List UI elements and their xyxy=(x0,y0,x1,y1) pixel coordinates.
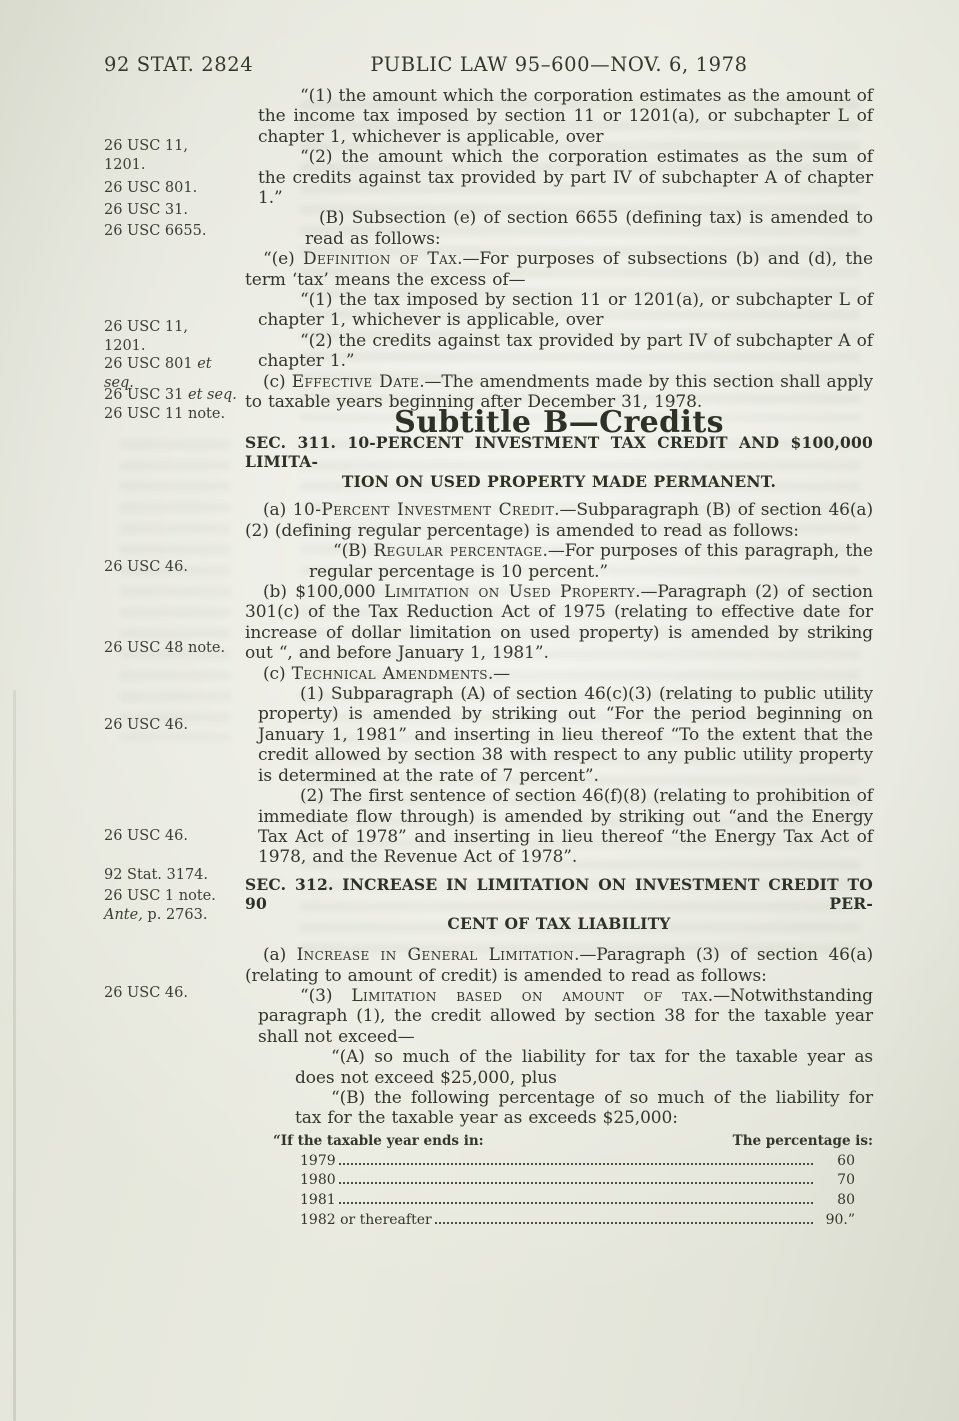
margin-note: 26 USC 31. xyxy=(104,202,188,218)
dot-leader xyxy=(339,1172,813,1184)
table-header-left: “If the taxable year ends in: xyxy=(273,1132,484,1149)
paragraph-e2: “(2) the credits against tax provided by part IV of subchapter A of chapter 1.” xyxy=(258,330,873,372)
table-row xyxy=(300,1191,855,1211)
body-text-column xyxy=(245,86,873,1231)
margin-note: 26 USC 31 et seq. xyxy=(104,387,237,403)
margin-note: 26 USC 48 note. xyxy=(104,640,226,656)
margin-note: 26 USC 46. xyxy=(104,828,188,844)
paragraph-e-definition-of-tax: “(e) Definition of Tax.—For purposes of subsections (b) and (d), the term ‘tax’ means the excess of— xyxy=(245,249,873,290)
dot-leader xyxy=(435,1212,813,1224)
margin-note: 26 USC 1 note. xyxy=(104,888,216,904)
percentage-table xyxy=(245,1132,873,1231)
table-row-label: 1979 xyxy=(300,1152,336,1169)
table-header-right: The percentage is: xyxy=(732,1132,873,1149)
paragraph-311c: (c) Technical Amendments.— xyxy=(263,663,511,684)
margin-note: 26 USC 46. xyxy=(104,717,188,733)
table-row xyxy=(300,1152,855,1172)
margin-note: 26 USC 6655. xyxy=(104,223,207,239)
table-row-value: 70 xyxy=(837,1172,855,1189)
table-row-value: 80 xyxy=(837,1192,855,1209)
margin-note: 26 USC 11, 1201. xyxy=(104,138,188,173)
margin-note: 26 USC 801 et seq. xyxy=(104,356,212,391)
paragraph-e1: “(1) the tax imposed by section 11 or 1201(a), or subchapter L of chapter 1, whichever is applicable, over xyxy=(258,290,873,331)
paragraph-2: “(2) the amount which the corporation estimates as the sum of the credits against tax provided by part IV of subchapter A of chapter 1.” xyxy=(258,147,873,209)
paragraph-312a-3B: “(B) the following percentage of so much of the liability for tax for the taxable year as exceeds $25,000: xyxy=(295,1088,873,1129)
percentage-table-header xyxy=(245,1132,873,1152)
paragraph-1: “(1) the amount which the corporation estimates as the amount of the income tax imposed by section 11 or 1201(a), or subchapter L of chapter 1, whichever is applicable, over xyxy=(258,86,873,147)
percentage-table-rows xyxy=(245,1152,873,1231)
paragraph-311a: (a) 10-Percent Investment Credit.—Subparagraph (B) of section 46(a)(2) (defining regular percentage) is amended to read as follows: xyxy=(245,500,873,541)
bleed-through-artifact xyxy=(120,440,230,740)
paragraph-311c1: (1) Subparagraph (A) of section 46(c)(3) (relating to public utility property) is amended by striking out “For the period beginning on January 1, 1981” and inserting in lieu thereof “To the extent that the credit allowed by section 38 with respect to any public utility property is determined at the rate of 7 percent”. xyxy=(258,684,873,786)
subtitle-b-heading: Subtitle B—Credits xyxy=(394,404,724,440)
paragraph-c-effective-date: (c) Effective Date.—The amendments made by this section shall apply to taxable years beginning after December 31, 1978. xyxy=(245,371,873,413)
section-311-heading: SEC. 311. 10-PERCENT INVESTMENT TAX CREDIT AND $100,000 LIMITA- TION ON USED PROPERTY MADE PERMANENT. xyxy=(245,432,873,491)
table-row-label: 1981 xyxy=(300,1192,336,1209)
paragraph-311a-B: “(B) Regular percentage.—For purposes of this paragraph, the regular percentage is 10 percent.” xyxy=(309,541,873,582)
page-edge-shadow xyxy=(13,690,16,1421)
margin-note: 26 USC 46. xyxy=(104,559,188,575)
paragraph-312a: (a) Increase in General Limitation.—Paragraph (3) of section 46(a) (relating to amount of credit) is amended to read as follows: xyxy=(245,945,873,986)
paragraph-312a-3: “(3) Limitation based on amount of tax.—Notwithstanding paragraph (1), the credit allowed by section 38 for the taxable year shall not exceed— xyxy=(258,986,873,1047)
margin-note: 26 USC 11 note. xyxy=(104,406,226,422)
table-row xyxy=(300,1171,855,1191)
margin-note: Ante, p. 2763. xyxy=(104,907,208,923)
margin-note: 26 USC 801. xyxy=(104,180,198,196)
paragraph-312a-3A: “(A) so much of the liability for tax for the taxable year as does not exceed $25,000, plus xyxy=(295,1047,873,1088)
table-row-label: 1980 xyxy=(300,1172,336,1189)
paragraph-311c2: (2) The first sentence of section 46(f)(8) (relating to prohibition of immediate flow through) is amended by striking out “and the Energy Tax Act of 1978” and inserting in lieu thereof “the Energy Tax Act of 1978, and the Revenue Act of 1978”. xyxy=(258,786,873,868)
section-312-heading: SEC. 312. INCREASE IN LIMITATION ON INVESTMENT CREDIT TO 90 PER- CENT OF TAX LIABILITY xyxy=(245,874,873,933)
running-head-law-title: PUBLIC LAW 95–600—NOV. 6, 1978 xyxy=(370,53,748,76)
margin-note: 26 USC 11, 1201. xyxy=(104,319,188,354)
paragraph-311b: (b) $100,000 Limitation on Used Property.—Paragraph (2) of section 301(c) of the Tax Reduction Act of 1975 (relating to effective date for increase of dollar limitation on used property) is amended by striking out “, and before January 1, 1981”. xyxy=(245,582,874,664)
table-row-label: 1982 or thereafter xyxy=(300,1212,432,1229)
paragraph-B-subsection: (B) Subsection (e) of section 6655 (defining tax) is amended to read as follows: xyxy=(305,208,873,249)
table-row-value: 60 xyxy=(837,1152,855,1169)
margin-note: 26 USC 46. xyxy=(104,985,188,1001)
table-row-value: 90.” xyxy=(825,1212,855,1229)
dot-leader xyxy=(339,1192,813,1204)
stat-citation: 92 STAT. 2824 xyxy=(104,53,254,76)
dot-leader xyxy=(339,1153,813,1165)
table-row xyxy=(300,1211,855,1231)
margin-note: 92 Stat. 3174. xyxy=(104,867,209,883)
